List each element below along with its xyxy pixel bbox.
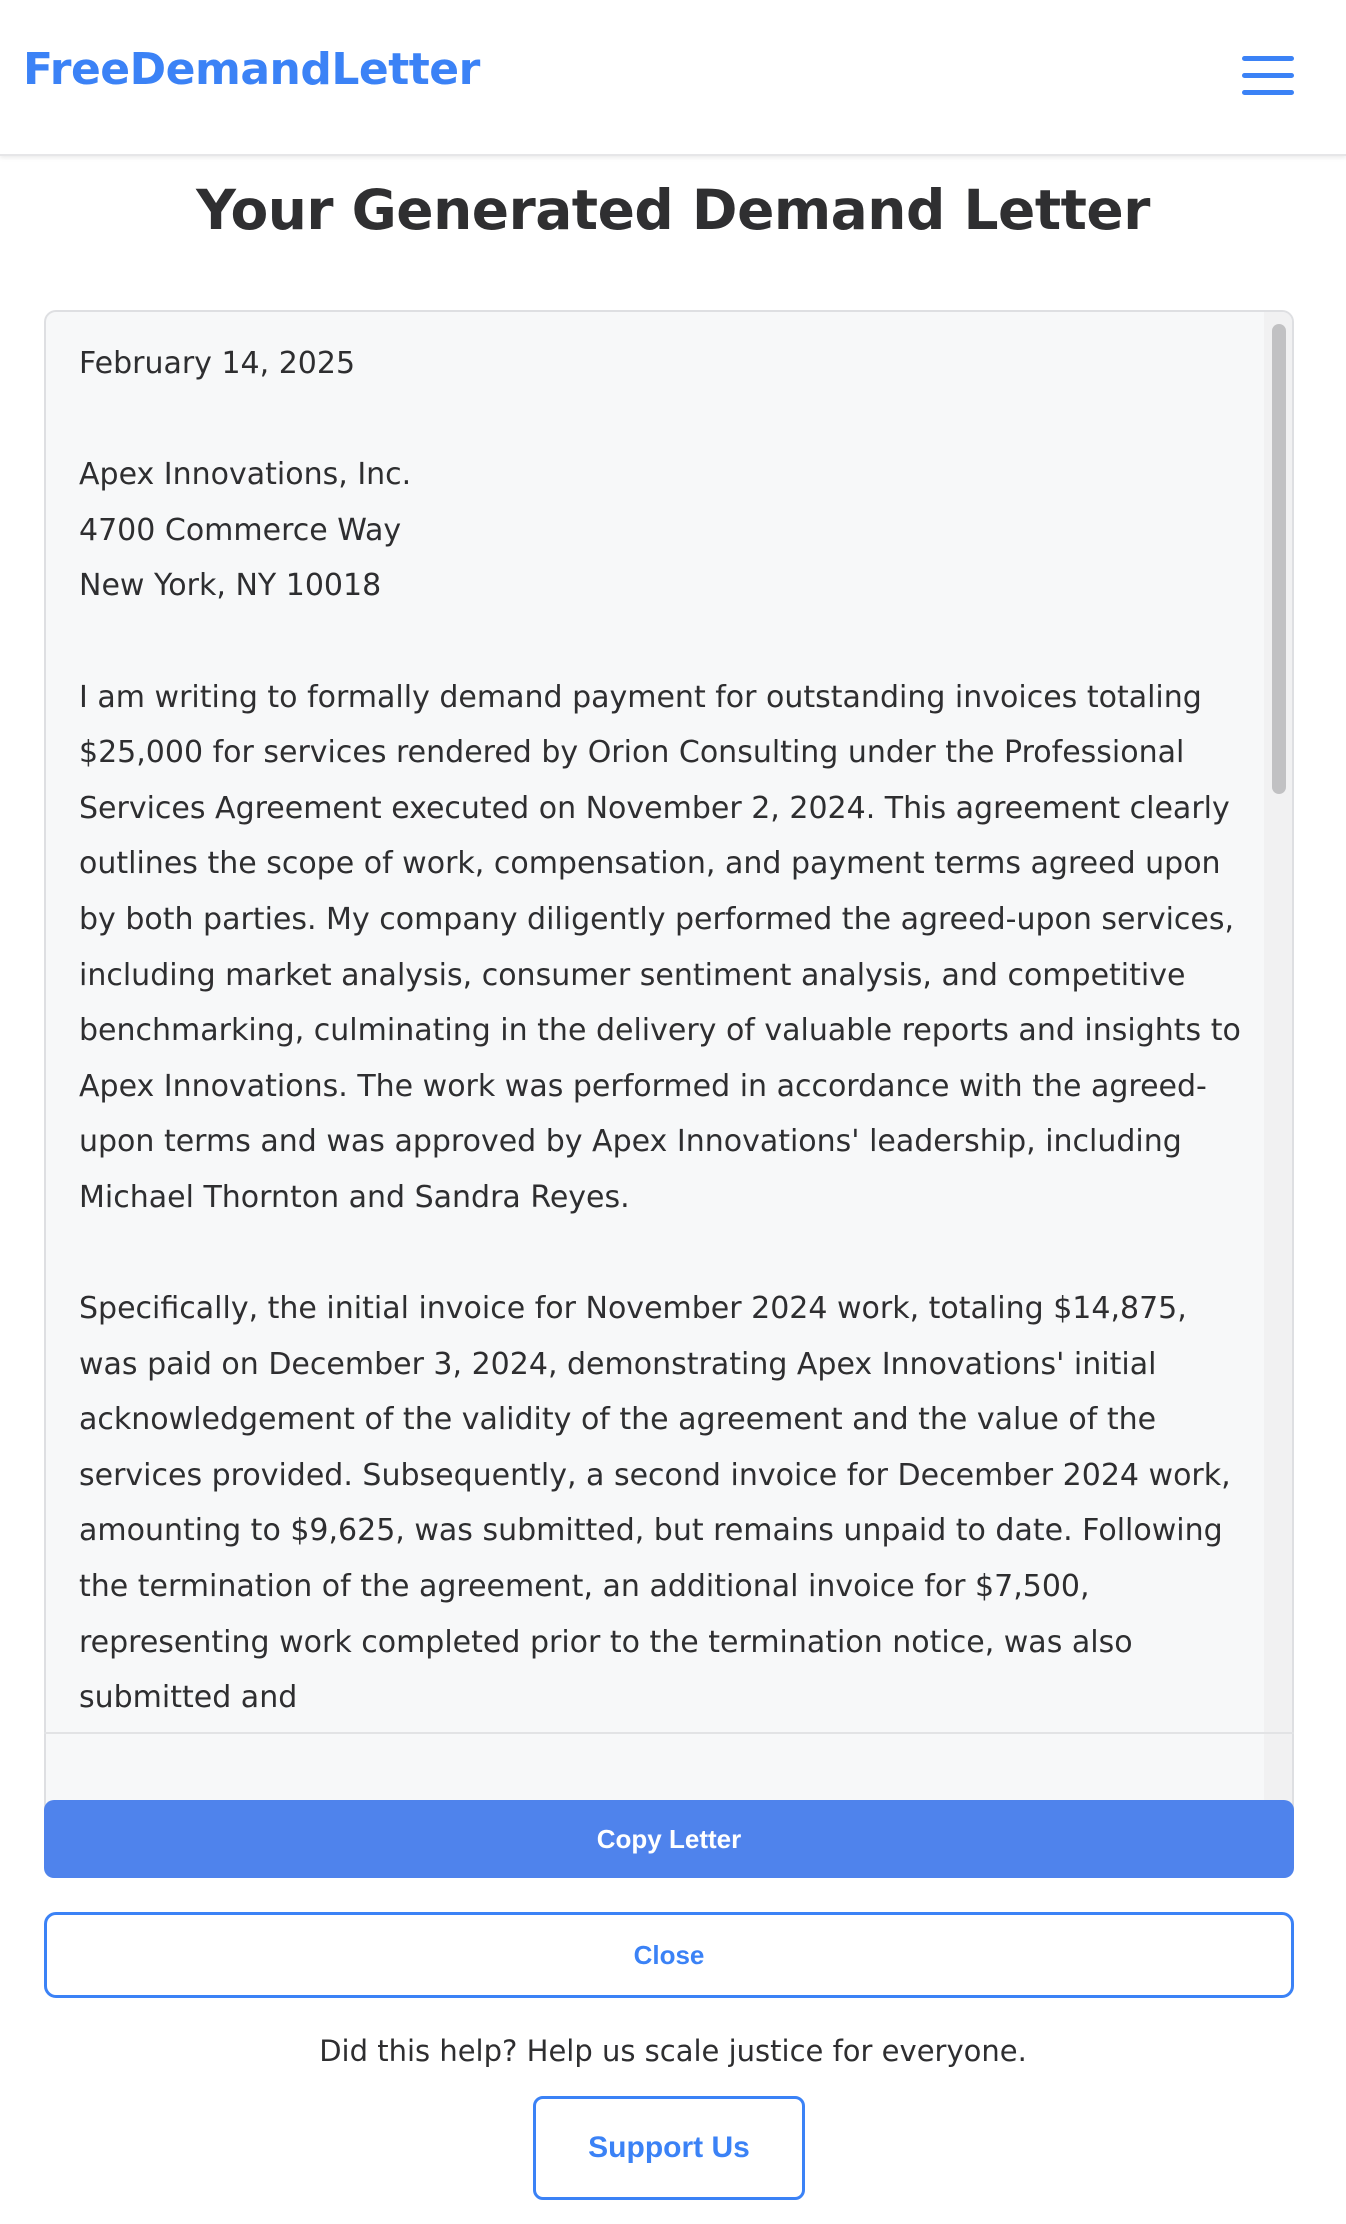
letter-paragraph-1: I am writing to formally demand payment for outstanding invoices totaling $25,000 for services rendered by Orion Consulting under the Professional Services Agreement executed on November 2, 2024. This agreement clearly outlines the scope of work, compensation, and payment terms agreed upon by both parties. My company diligently performed the agreed-upon services, including market analysis, consumer sentiment analysis, and competitive benchmarking, culminating in the delivery of valuable reports and insights to Apex Innovations. The work was performed in accordance with the agreed-upon terms and was approved by Apex Innovations' leadership, including Michael Thornton and Sandra Reyes. <box>79 679 1251 1215</box>
letter-preview[interactable] <box>44 310 1294 1826</box>
letter-modal <box>0 156 1346 2224</box>
modal-divider <box>44 1732 1294 1734</box>
support-us-button[interactable]: Support Us <box>533 2096 805 2200</box>
menu-bar-middle <box>1242 73 1294 78</box>
letter-paragraph-2: Specifically, the initial invoice for November 2024 work, totaling $14,875, was paid on December 3, 2024, demonstrating Apex Innovations' initial acknowledgement of the validity of the agreement and the value of the services provided. Subsequently, a second invoice for December 2024 work, amounting to $9,625, was submitted, but remains unpaid to date. Following the termination of the agreement, an additional invoice for $7,500, representing work completed prior to the termination notice, was also submitted and <box>79 1291 1241 1716</box>
menu-bar-bottom <box>1242 90 1294 95</box>
recipient-name: Apex Innovations, Inc. <box>79 457 412 493</box>
recipient-street: 4700 Commerce Way <box>79 512 402 548</box>
modal-title: Your Generated Demand Letter <box>196 178 1150 242</box>
site-header <box>0 0 1346 156</box>
brand-logo[interactable]: FreeDemandLetter <box>23 44 480 95</box>
hamburger-menu-icon[interactable] <box>1242 56 1294 96</box>
menu-bar-top <box>1242 56 1294 61</box>
help-prompt: Did this help? Help us scale justice for everyone. <box>319 2034 1027 2068</box>
close-button[interactable]: Close <box>44 1912 1294 1998</box>
letter-scrollbar-thumb[interactable] <box>1272 324 1286 794</box>
recipient-city: New York, NY 10018 <box>79 568 382 604</box>
copy-letter-button[interactable]: Copy Letter <box>44 1800 1294 1878</box>
letter-date: February 14, 2025 <box>79 346 356 381</box>
letter-text <box>79 336 1249 1726</box>
